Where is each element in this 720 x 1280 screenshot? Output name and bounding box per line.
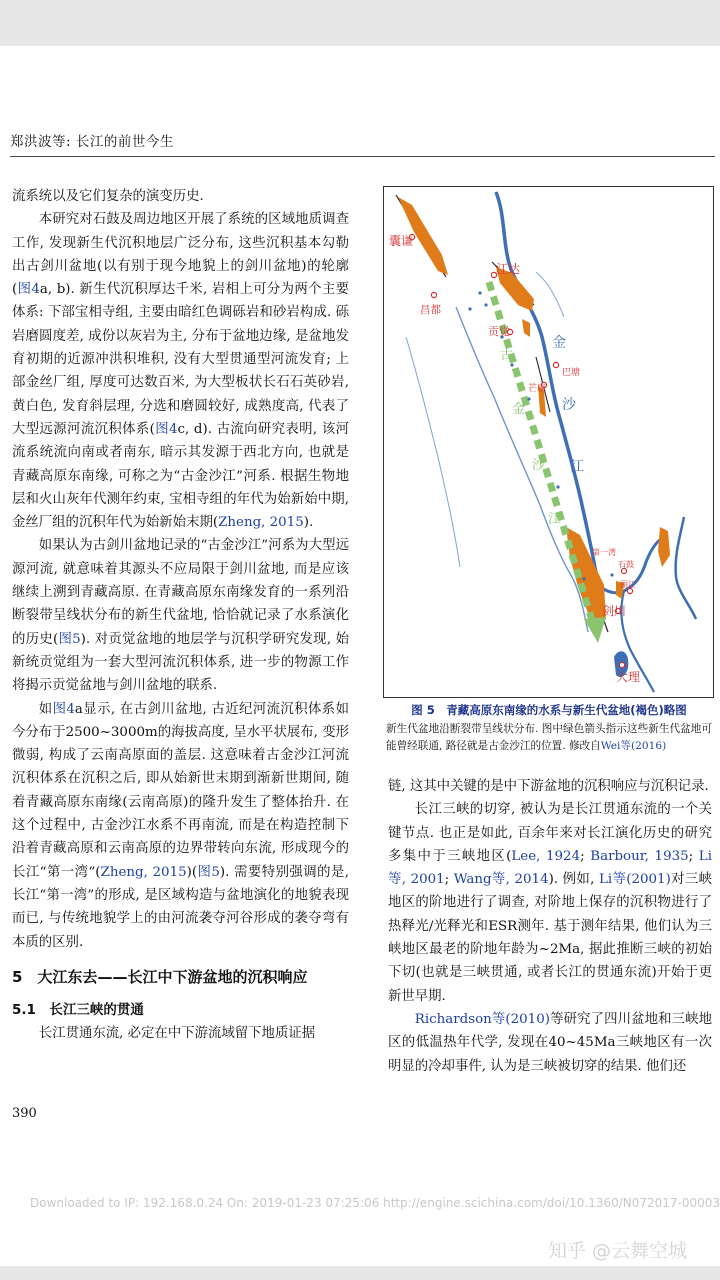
figure-link[interactable]: 图4 <box>154 421 178 437</box>
figure-5-map <box>383 186 714 698</box>
paragraph: 本研究对石鼓及周边地区开展了系统的区域地质调查工作, 发现新生代沉积地层广泛分布, 这些沉积基本勾勒出古剑川盆地(以有别于现今地貌上的剑川盆地)的轮廓(图4a, b). 新生代沉积厚达千米, 岩相上可分为两个主要体系: 下部宝相寺组, 主要由暗红色调砾岩和砂岩构成. 砾岩磨圆度差, 成份以灰岩为主, 分布于盆地边缘, 是盆地发育初期的近源冲洪积堆积, 没有大型贯通型河流发育; 上部金丝厂组, 厚度可达数百米, 为大型板状长石石英砂岩, 黄白色, 发育斜层理, 分选和磨圆较好, 成熟度高, 代表了大型远源河流沉积体系(图4c, d). 古流向研究表明, 该河流系统流向南或者南东, 暗示其发源于西北方向, 也就是青藏高原东南缘, 可称之为“古金沙江”河系. 根据生物地层和火山灰年代测年约束, 宝相寺组的年代为始新始中期, 金丝厂组的沉积年代为始新始末期(Zheng, 2015). <box>12 212 349 531</box>
figure-link[interactable]: 图5 <box>58 631 81 647</box>
download-notice: Downloaded to IP: 192.168.0.24 On: 2019-01-23 07:25:06 http://engine.scichina.com/doi/10.1360/N072017-00003 <box>30 1196 720 1210</box>
lancang-river <box>456 307 588 632</box>
paragraph: 链, 这其中关键的是中下游盆地的沉积响应与沉积记录. <box>388 779 709 794</box>
west-river <box>406 337 460 567</box>
map-label-jianchuan: 剑川 <box>602 604 627 618</box>
section-heading: 5 大江东去——长江中下游盆地的沉积响应 <box>12 967 308 986</box>
zhihu-watermark: 知乎 @云舞空城 <box>548 1240 688 1262</box>
figure-caption-text: 新生代盆地沿断裂带呈线状分布. 图中绿色箭头指示这些新生代盆地可能曾经联通, 路径就是古金沙江的位置. 修改自Wei等(2016) <box>386 723 712 752</box>
citation-link[interactable]: Li等, 2001 <box>388 848 712 888</box>
map-label-dali: 大理 <box>616 670 641 684</box>
basin <box>566 527 606 623</box>
header-rule <box>10 156 715 157</box>
basin <box>658 527 670 567</box>
figure-link[interactable]: 图4 <box>17 282 40 298</box>
map-label-jinsha-3: 江 <box>570 459 584 475</box>
figure-caption <box>386 702 712 755</box>
citation-link[interactable]: Zheng, 2015 <box>218 515 304 531</box>
figure-caption-title: 图 5 青藏高原东南缘的水系与新生代盆地(褐色)略图 <box>411 703 687 717</box>
map-label-paleo-4: 江 <box>548 512 562 527</box>
map-label-jinsha-1: 金 <box>552 335 566 351</box>
paragraph: 如果认为古剑川盆地记录的“古金沙江”河系为大型远源河流, 就意味着其源头不应局限于剑川盆地, 而是应该继续上溯到青藏高原. 在青藏高原东南缘发育的一系列沿断裂带呈线状分布的新生代盆地, 恰恰就记录了水系演化的历史(图5). 对贡觉盆地的地层学与沉积学研究发现, 始新统贡觉组为一套大型河流沉积体系, 进一步的物源工作将揭示贡觉盆地与剑川盆地的联系. <box>12 538 349 694</box>
bottom-bar <box>0 1266 720 1280</box>
citation-link[interactable]: Richardson等(2010) <box>414 1011 550 1027</box>
figure-link[interactable]: 图4 <box>52 701 75 717</box>
citation-link[interactable]: Barbour, 1935 <box>590 848 689 864</box>
left-column <box>12 185 349 1045</box>
figure-link[interactable]: 图5 <box>197 864 220 880</box>
paragraph: Richardson等(2010)等研究了四川盆地和三峡地区的低温热年代学, 发现在40~45Ma三峡地区有一次明显的冷却事件, 认为是三峡被切穿的结果. 他们还 <box>388 1011 713 1074</box>
map-svg <box>384 187 713 697</box>
map-label-jiangda: 江达 <box>496 262 521 276</box>
map-label-shigu: 石鼓 <box>618 560 634 569</box>
page-number: 390 <box>12 1106 37 1121</box>
map-label-paleo-2: 金 <box>512 402 526 417</box>
map-label-paleo-3: 沙 <box>532 458 546 473</box>
east-river <box>676 517 696 619</box>
map-label-first-bend: 第一湾 <box>592 548 616 557</box>
jinsha-river <box>496 192 598 585</box>
basin <box>522 319 530 337</box>
top-bar <box>0 0 720 46</box>
paragraph: 长江三峡的切穿, 被认为是长江贯通东流的一个关键节点. 也正是如此, 百余年来对长江演化历史的研究多集中于三峡地区(Lee, 1924; Barbour, 1935; Li等, 2001; Wang等, 2014). 例如, Li等(2001)对三峡地区的阶地进行了调查, 对阶地上保存的沉积物进行了热释光/光释光和ESR测年. 基于测年结果, 他们认为三峡地区最老的阶地年龄为~2Ma, 据此推断三峡的初始下切(也就是三峡贯通, 或者长江的贯通东流)开始于更新世早期. <box>388 802 712 1004</box>
citation-link[interactable]: Wang等, 2014 <box>453 872 549 888</box>
citation-link[interactable]: Lee, 1924 <box>511 848 581 864</box>
subsection-heading: 5.1 长江三峡的贯通 <box>12 1001 144 1018</box>
map-label-changdu: 昌都 <box>420 304 441 316</box>
paragraph: 如图4a显示, 在古剑川盆地, 古近纪河流沉积体系如今分布于2500~3000m的海拔高度, 呈水平状展布, 变形微弱, 构成了云南高原面的盖层. 这意味着古金沙江河流沉积体系在沉积之后, 即从始新世末期到渐新世期间, 随着青藏高原东南缘(云南高原)的隆升发生了整体抬升. 在这个过程中, 古金沙江水系不再南流, 而是在构造控制下沿着青藏高原和云南高原的边界带转向东流, 形成现今的长江“第一湾”(Zheng, 2015)(图5). 需要特别强调的是, 长江“第一湾”的形成, 是区域构造与盆地演化的地貌表现而已, 与传统地貌学上的由河流袭夺河谷形成的袭夺弯有本质的区别. <box>12 701 350 950</box>
paragraph: 流系统以及它们复杂的演变历史. <box>12 189 204 204</box>
citation-link[interactable]: Wei等(2016) <box>600 740 667 752</box>
map-label-gongjue: 贡觉 <box>488 325 510 338</box>
map-label-paleo-1: 古 <box>500 348 514 363</box>
map-label-nangqian: 囊谦 <box>389 234 414 248</box>
citation-link[interactable]: Li等(2001) <box>599 872 671 888</box>
running-head: 郑洪波等: 长江的前世今生 <box>10 134 174 150</box>
map-label-jinsha-2: 沙 <box>562 397 576 413</box>
minor-river <box>536 272 564 317</box>
right-column <box>388 775 712 1078</box>
paragraph: 长江贯通东流, 必定在中下游流域留下地质证据 <box>38 1025 316 1041</box>
map-label-mangkang: 芒康 <box>528 384 547 394</box>
map-label-lijiang: 丽江 <box>620 580 636 589</box>
citation-link[interactable]: Zheng, 2015 <box>100 864 187 880</box>
map-label-batang: 巴塘 <box>562 368 581 378</box>
